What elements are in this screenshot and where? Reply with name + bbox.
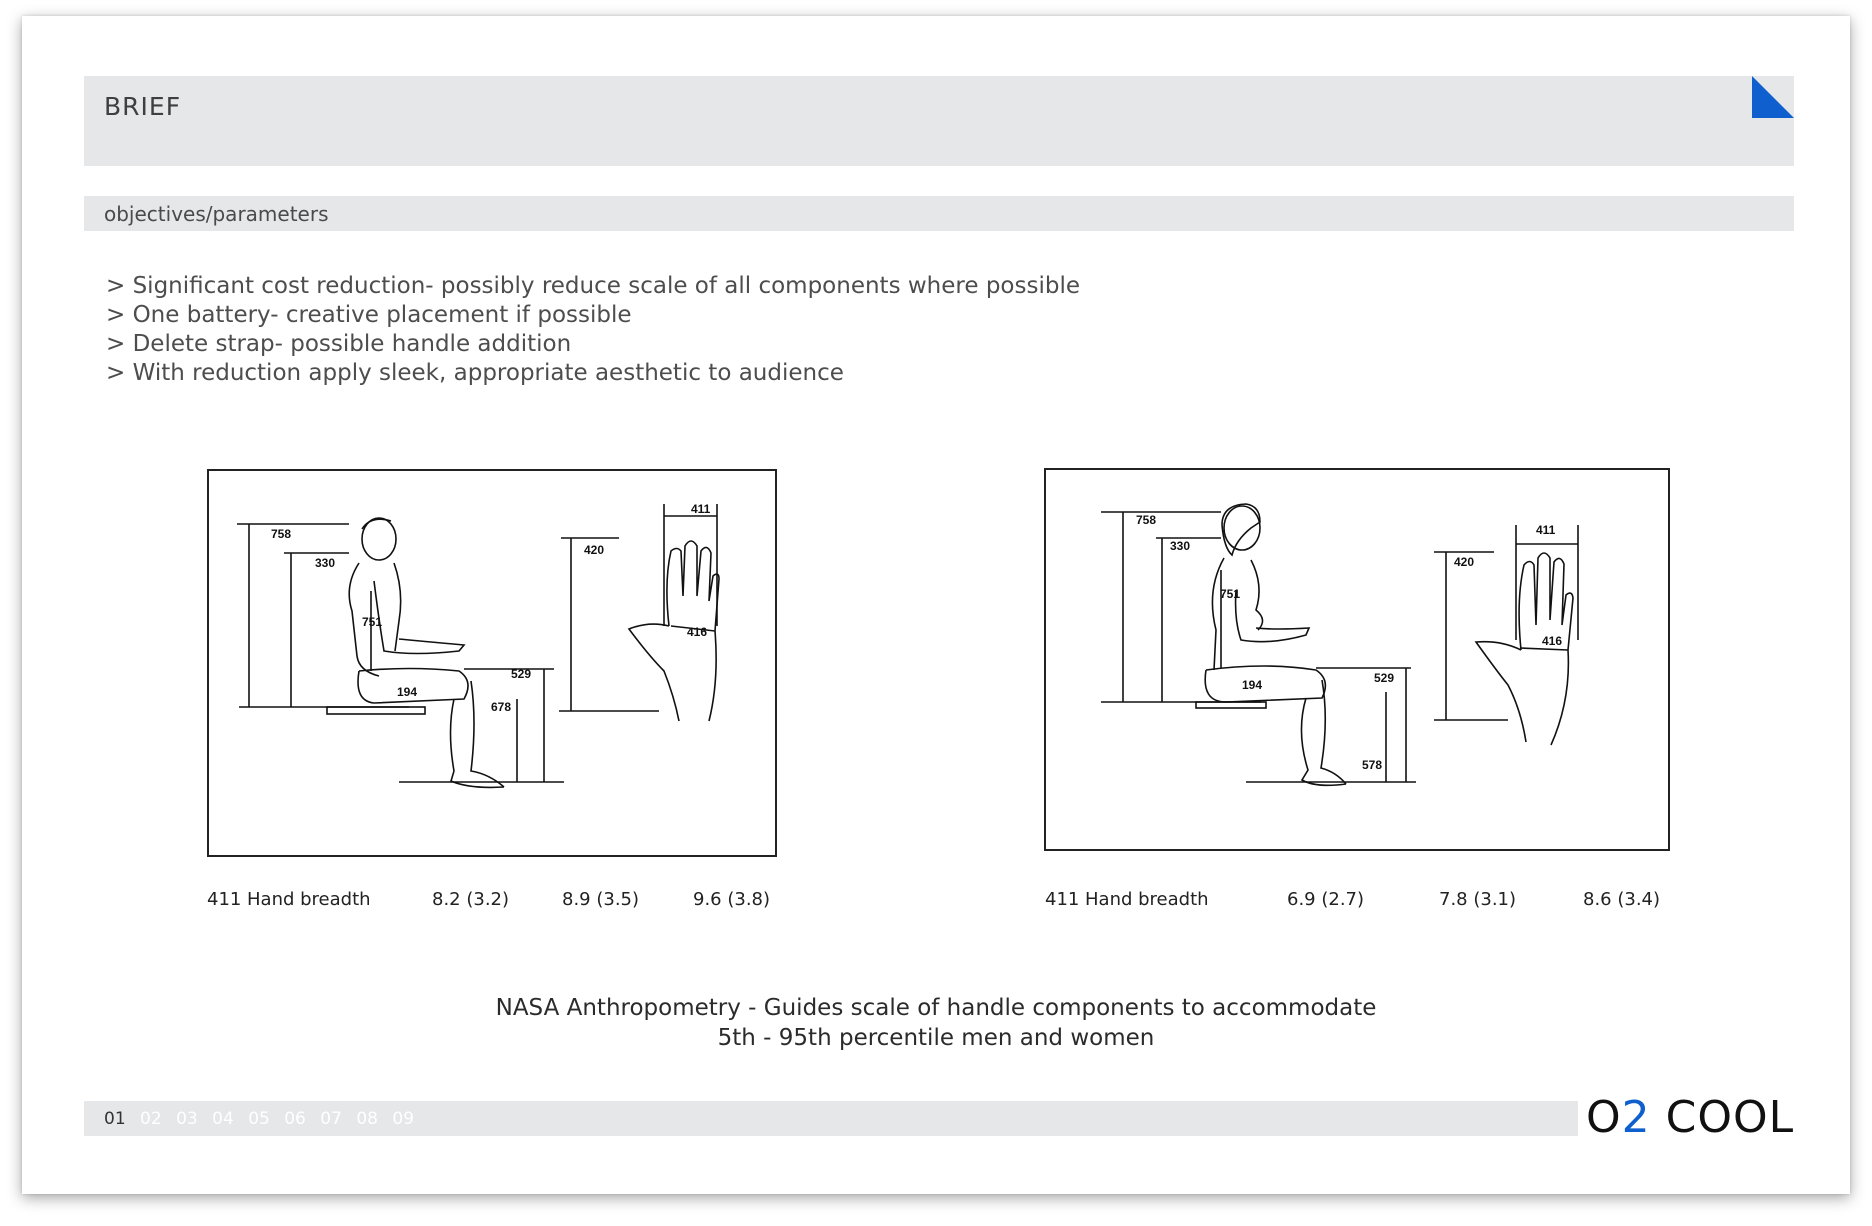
figure-caption <box>0 993 1872 1053</box>
page-link-09[interactable]: 09 <box>392 1109 415 1129</box>
measure-code: 411 <box>1045 889 1080 910</box>
measure-name: Hand breadth <box>247 889 371 910</box>
dim-330: 330 <box>1170 539 1191 553</box>
dim-416: 416 <box>687 625 708 639</box>
value-5th: 6.9 (2.7) <box>1287 889 1365 910</box>
dim-194: 194 <box>1242 678 1263 692</box>
page-link-08[interactable]: 08 <box>356 1109 378 1129</box>
page-link-02[interactable]: 02 <box>140 1109 162 1129</box>
page-navigation <box>104 1109 423 1129</box>
value-95th: 9.6 (3.8) <box>693 889 771 910</box>
page-link-06[interactable]: 06 <box>284 1109 306 1129</box>
male-anthropometry-figure <box>207 469 777 857</box>
dim-751: 751 <box>362 615 383 629</box>
dim-578: 578 <box>1362 758 1383 772</box>
dim-751: 751 <box>1220 587 1241 601</box>
footer-bar <box>84 1101 1794 1136</box>
dim-194: 194 <box>397 685 418 699</box>
measure-code: 411 <box>207 889 242 910</box>
page-link-01[interactable]: 01 <box>104 1109 126 1129</box>
page-title: BRIEF <box>104 92 182 121</box>
objective-item: > One battery- creative placement if possible <box>106 302 632 328</box>
objective-item: > With reduction apply sleek, appropriate aesthetic to audience <box>106 360 844 386</box>
male-figure-drawing <box>209 471 775 855</box>
dim-411: 411 <box>1536 523 1556 537</box>
page-link-03[interactable]: 03 <box>176 1109 198 1129</box>
brand-logo <box>1578 1092 1794 1144</box>
value-95th: 8.6 (3.4) <box>1583 889 1661 910</box>
dim-330: 330 <box>315 556 336 570</box>
female-anthropometry-figure <box>1044 468 1670 851</box>
value-50th: 8.9 (3.5) <box>562 889 640 910</box>
caption-line: NASA Anthropometry - Guides scale of handle components to accommodate <box>495 995 1377 1021</box>
header-bar <box>84 76 1794 166</box>
brand-o: O <box>1586 1092 1622 1143</box>
page-link-05[interactable]: 05 <box>248 1109 270 1129</box>
female-figure-drawing <box>1046 470 1668 849</box>
value-50th: 7.8 (3.1) <box>1439 889 1517 910</box>
objective-item: > Delete strap- possible handle addition <box>106 331 572 357</box>
dim-758: 758 <box>271 527 292 541</box>
page-link-04[interactable]: 04 <box>212 1109 234 1129</box>
caption-line: 5th - 95th percentile men and women <box>717 1025 1155 1051</box>
brand-2: 2 <box>1621 1092 1651 1143</box>
section-bar <box>84 196 1794 231</box>
dim-420: 420 <box>584 543 605 557</box>
dim-411: 411 <box>691 502 711 516</box>
dim-416: 416 <box>1542 634 1563 648</box>
value-5th: 8.2 (3.2) <box>432 889 510 910</box>
objective-item: > Significant cost reduction- possibly reduce scale of all components where possible <box>106 273 1080 299</box>
brand-cool: COOL <box>1650 1092 1795 1143</box>
corner-triangle-icon <box>1752 76 1794 118</box>
section-title: objectives/parameters <box>104 202 329 226</box>
dim-529: 529 <box>511 667 532 681</box>
objectives-list <box>106 272 1080 388</box>
dim-758: 758 <box>1136 513 1157 527</box>
dim-529: 529 <box>1374 671 1395 685</box>
page-link-07[interactable]: 07 <box>320 1109 342 1129</box>
dim-420: 420 <box>1454 555 1475 569</box>
measure-name: Hand breadth <box>1085 889 1209 910</box>
dim-678: 678 <box>491 700 512 714</box>
